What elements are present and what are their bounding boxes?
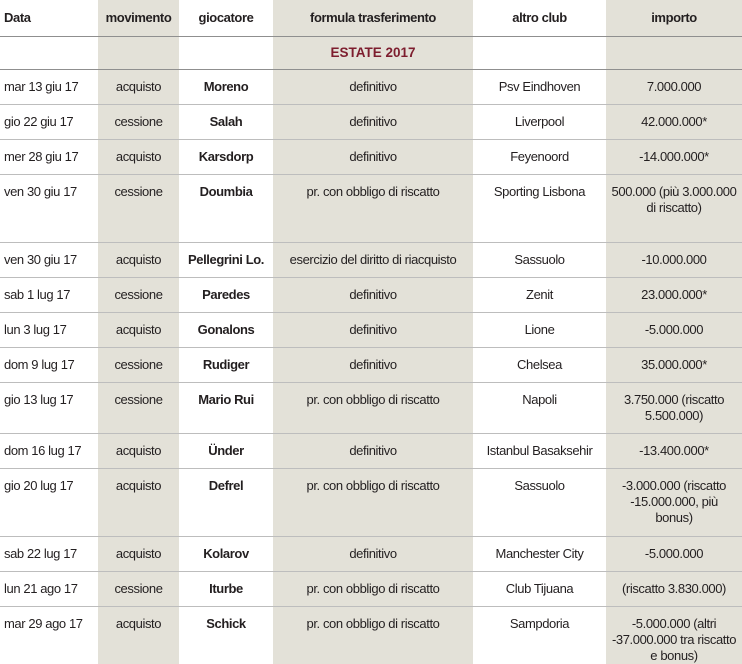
cell-date: mar 29 ago 17 (0, 607, 98, 664)
cell-movement: acquisto (98, 140, 179, 175)
cell-club: Sassuolo (473, 469, 606, 537)
header-player: giocatore (179, 0, 273, 37)
cell-date: gio 20 lug 17 (0, 469, 98, 537)
cell-club: Sassuolo (473, 243, 606, 278)
cell-date: lun 3 lug 17 (0, 313, 98, 348)
table-row (0, 434, 742, 469)
cell-formula: pr. con obbligo di riscatto (273, 383, 473, 434)
cell-amount: -5.000.000 (altri -37.000.000 tra riscatto e bonus) (606, 607, 742, 664)
cell-player: Rudiger (179, 348, 273, 383)
cell-player: Schick (179, 607, 273, 664)
cell-club: Club Tijuana (473, 572, 606, 607)
cell-amount: -5.000.000 (606, 537, 742, 572)
cell-movement: acquisto (98, 70, 179, 105)
table-row (0, 175, 742, 243)
cell-movement: acquisto (98, 537, 179, 572)
cell-formula: definitivo (273, 70, 473, 105)
cell-amount: -13.400.000* (606, 434, 742, 469)
cell-formula: definitivo (273, 105, 473, 140)
cell-formula: definitivo (273, 434, 473, 469)
cell-club: Sampdoria (473, 607, 606, 664)
cell-movement: cessione (98, 383, 179, 434)
cell-club: Istanbul Basaksehir (473, 434, 606, 469)
cell-date: sab 22 lug 17 (0, 537, 98, 572)
cell-movement: cessione (98, 572, 179, 607)
cell-amount: -10.000.000 (606, 243, 742, 278)
cell-player: Mario Rui (179, 383, 273, 434)
cell-date: gio 13 lug 17 (0, 383, 98, 434)
cell-club: Sporting Lisbona (473, 175, 606, 243)
cell-date: mar 13 giu 17 (0, 70, 98, 105)
cell-formula: esercizio del diritto di riacquisto (273, 243, 473, 278)
cell-amount: -3.000.000 (riscatto -15.000.000, più bonus) (606, 469, 742, 537)
table-row (0, 572, 742, 607)
cell-amount: 3.750.000 (riscatto 5.500.000) (606, 383, 742, 434)
cell-movement: cessione (98, 278, 179, 313)
cell-formula: pr. con obbligo di riscatto (273, 175, 473, 243)
cell-movement: cessione (98, 348, 179, 383)
header-amount: importo (606, 0, 742, 37)
table-row (0, 537, 742, 572)
header-formula: formula trasferimento (273, 0, 473, 37)
cell-movement: cessione (98, 175, 179, 243)
cell-date: lun 21 ago 17 (0, 572, 98, 607)
cell-amount: (riscatto 3.830.000) (606, 572, 742, 607)
table-row (0, 105, 742, 140)
cell-formula: definitivo (273, 537, 473, 572)
cell-date: gio 22 giu 17 (0, 105, 98, 140)
table-row (0, 140, 742, 175)
cell-formula: pr. con obbligo di riscatto (273, 572, 473, 607)
table-row (0, 313, 742, 348)
table-row (0, 348, 742, 383)
cell-amount: 500.000 (più 3.000.000 di riscatto) (606, 175, 742, 243)
cell-player: Iturbe (179, 572, 273, 607)
cell-formula: definitivo (273, 140, 473, 175)
table-row (0, 607, 742, 664)
cell-amount: 23.000.000* (606, 278, 742, 313)
cell-movement: acquisto (98, 313, 179, 348)
cell-club: Chelsea (473, 348, 606, 383)
season-row (0, 37, 742, 70)
cell-movement: acquisto (98, 607, 179, 664)
cell-date: mer 28 giu 17 (0, 140, 98, 175)
cell-player: Defrel (179, 469, 273, 537)
cell-club: Feyenoord (473, 140, 606, 175)
cell-player: Kolarov (179, 537, 273, 572)
cell-club: Psv Eindhoven (473, 70, 606, 105)
cell-date: ven 30 giu 17 (0, 243, 98, 278)
cell-player: Gonalons (179, 313, 273, 348)
cell-player: Paredes (179, 278, 273, 313)
cell-formula: pr. con obbligo di riscatto (273, 607, 473, 664)
cell-date: ven 30 giu 17 (0, 175, 98, 243)
season-label: ESTATE 2017 (273, 37, 473, 70)
cell-amount: 35.000.000* (606, 348, 742, 383)
cell-movement: acquisto (98, 469, 179, 537)
cell-date: sab 1 lug 17 (0, 278, 98, 313)
cell-club: Liverpool (473, 105, 606, 140)
cell-formula: definitivo (273, 313, 473, 348)
cell-amount: -14.000.000* (606, 140, 742, 175)
header-date: Data (0, 0, 98, 37)
cell-club: Napoli (473, 383, 606, 434)
header-movement: movimento (98, 0, 179, 37)
cell-date: dom 16 lug 17 (0, 434, 98, 469)
cell-amount: -5.000.000 (606, 313, 742, 348)
table-row (0, 243, 742, 278)
cell-amount: 42.000.000* (606, 105, 742, 140)
table-row (0, 383, 742, 434)
cell-player: Moreno (179, 70, 273, 105)
cell-club: Zenit (473, 278, 606, 313)
cell-formula: definitivo (273, 278, 473, 313)
cell-movement: cessione (98, 105, 179, 140)
cell-player: Pellegrini Lo. (179, 243, 273, 278)
cell-date: dom 9 lug 17 (0, 348, 98, 383)
table-row (0, 278, 742, 313)
cell-formula: pr. con obbligo di riscatto (273, 469, 473, 537)
cell-player: Karsdorp (179, 140, 273, 175)
cell-player: Salah (179, 105, 273, 140)
cell-player: Doumbia (179, 175, 273, 243)
cell-movement: acquisto (98, 243, 179, 278)
header-row (0, 0, 742, 37)
cell-formula: definitivo (273, 348, 473, 383)
cell-amount: 7.000.000 (606, 70, 742, 105)
cell-player: Ünder (179, 434, 273, 469)
table-row (0, 469, 742, 537)
header-club: altro club (473, 0, 606, 37)
cell-club: Manchester City (473, 537, 606, 572)
cell-movement: acquisto (98, 434, 179, 469)
table-row (0, 70, 742, 105)
cell-club: Lione (473, 313, 606, 348)
